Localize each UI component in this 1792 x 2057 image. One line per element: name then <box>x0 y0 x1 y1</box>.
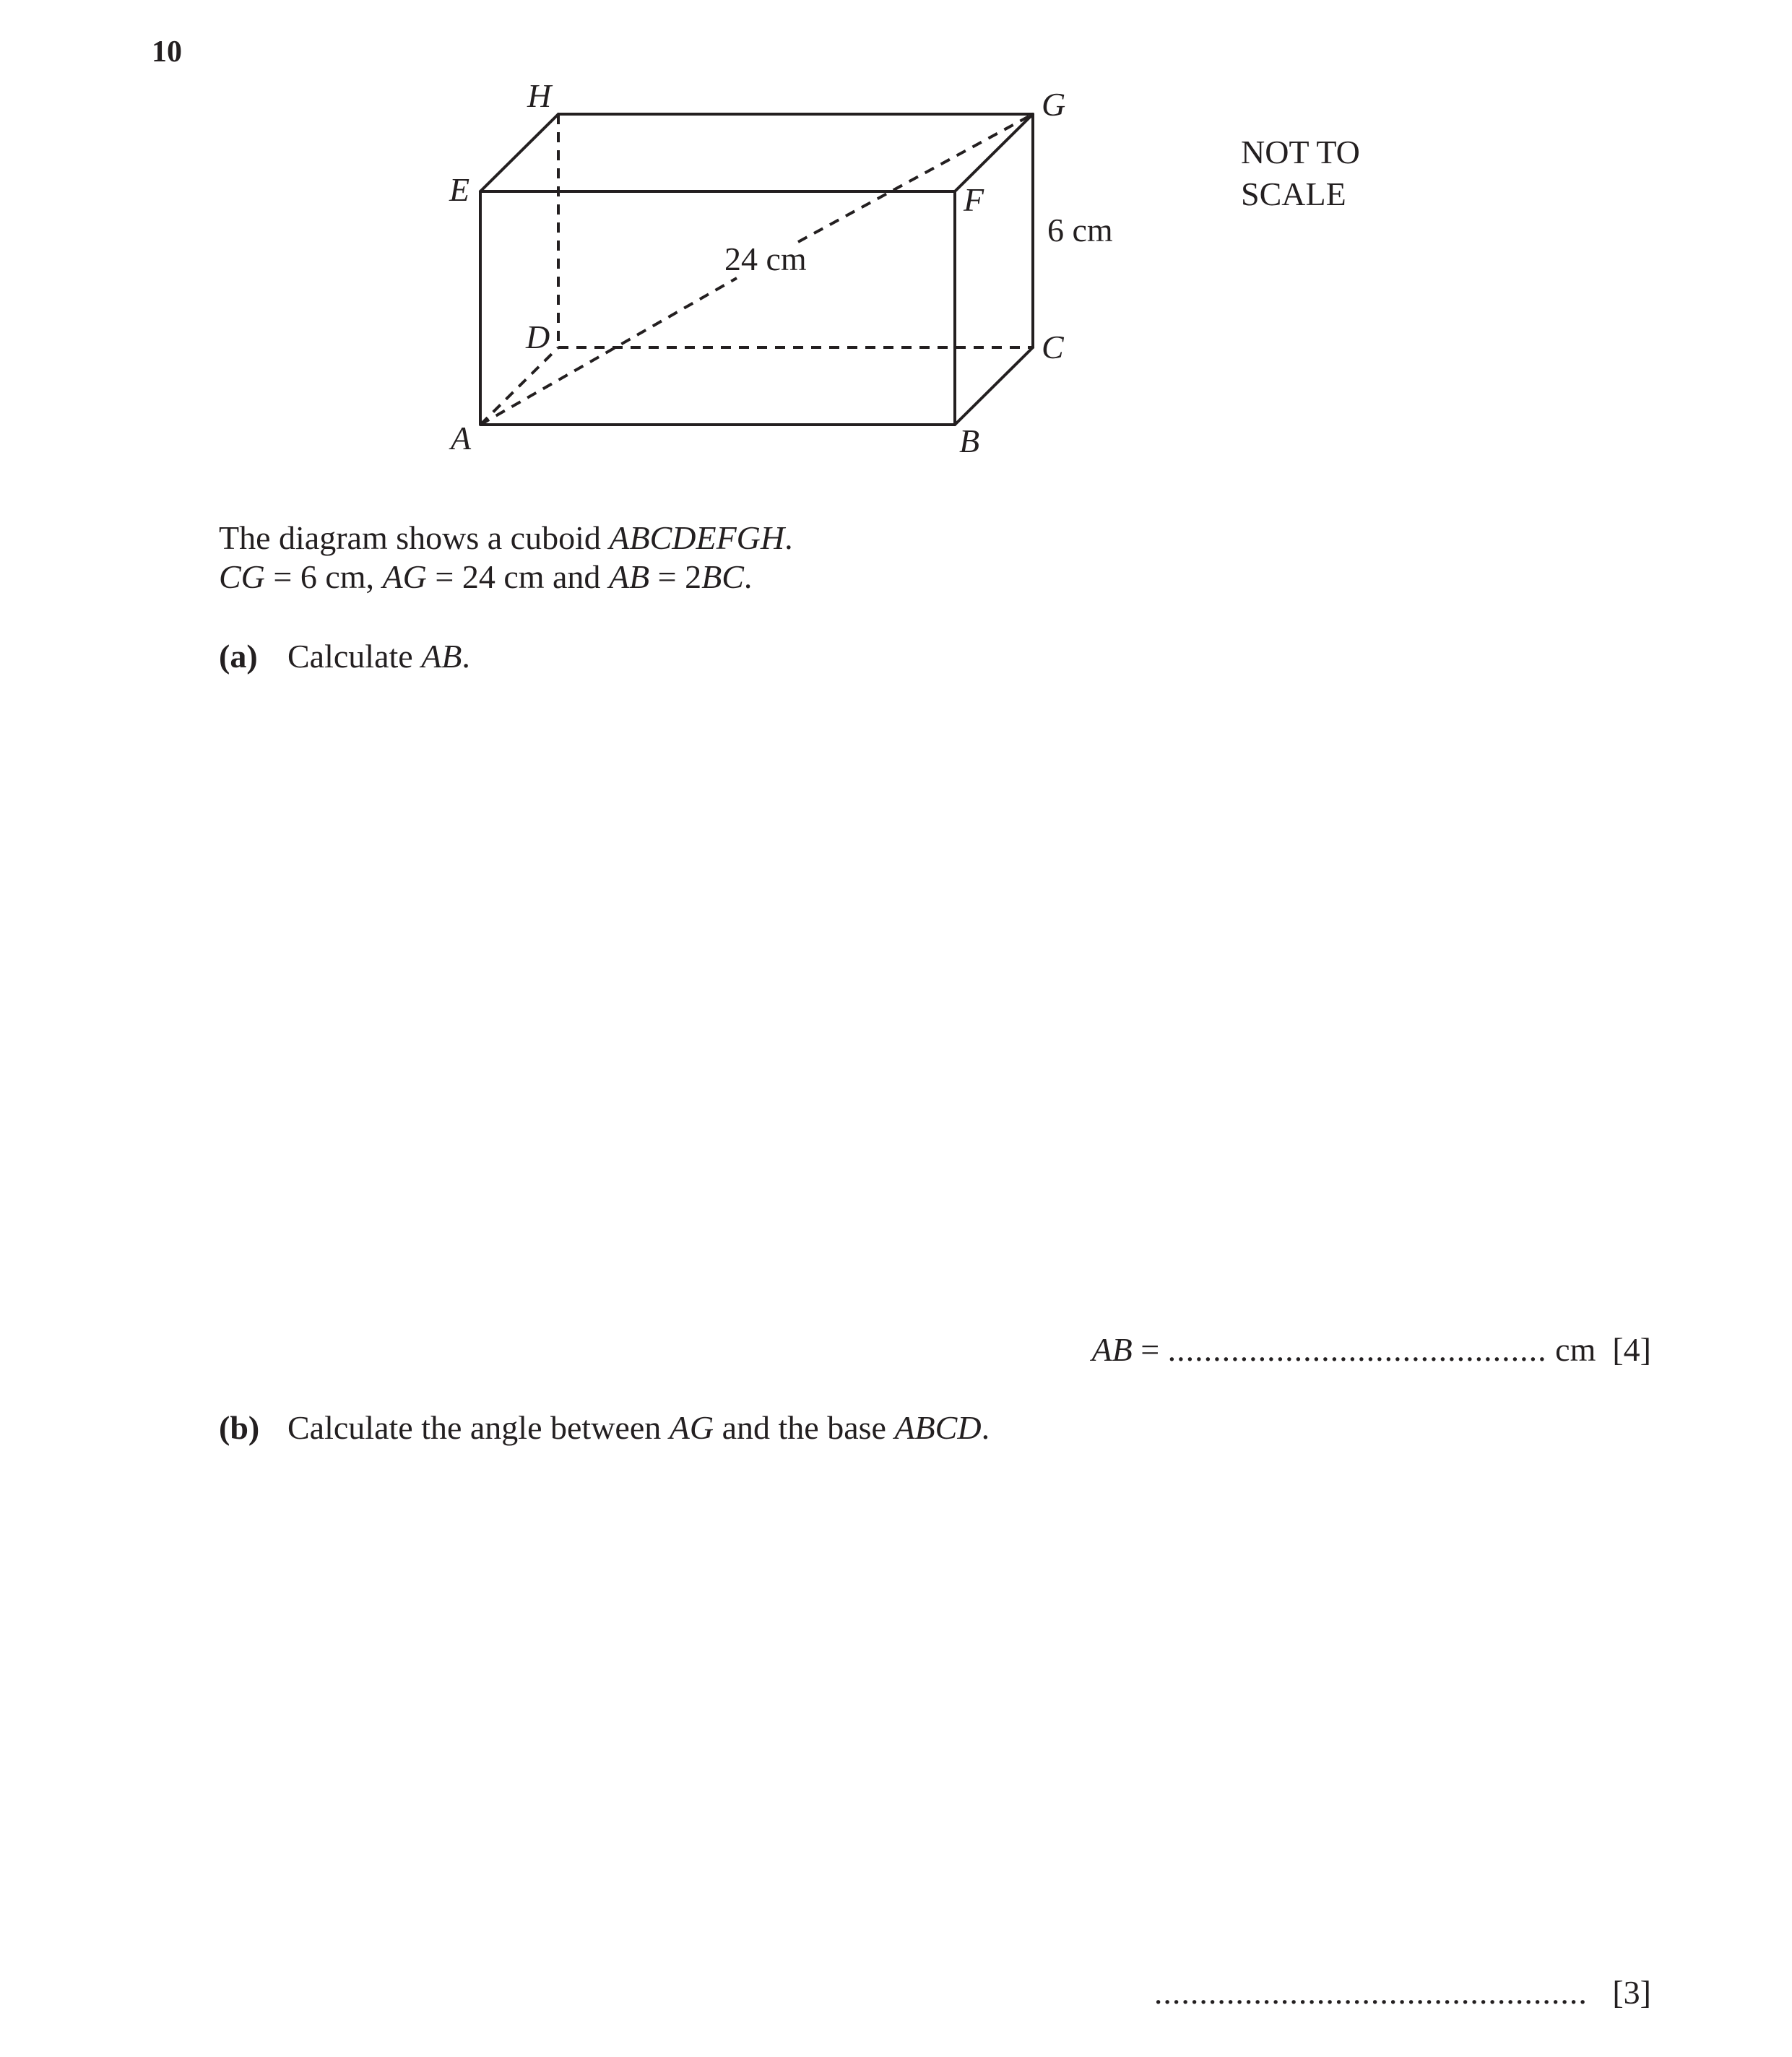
vertex-label-F: F <box>964 181 984 218</box>
diagonal-AG-upper <box>798 114 1033 242</box>
diagonal-AG-lower <box>480 278 737 425</box>
part-b-question: (b) Calculate the angle between AG and the base ABCD. <box>219 1409 990 1446</box>
part-a-marks: [4] <box>1612 1331 1651 1368</box>
part-a-question: (a) Calculate AB. <box>219 638 470 675</box>
part-a-answer-line[interactable]: AB = .......................................... cm [4] <box>1091 1331 1651 1368</box>
not-to-scale-note <box>1241 131 1360 215</box>
vertex-label-B: B <box>959 423 980 459</box>
edge-EH <box>480 114 558 191</box>
part-b-label: (b) <box>219 1409 260 1446</box>
front-face <box>480 191 955 425</box>
question-number: 10 <box>152 35 182 69</box>
height-length-label: 6 cm <box>1047 212 1113 248</box>
answer-a-blank[interactable]: .......................................... <box>1167 1331 1547 1368</box>
part-a-label: (a) <box>219 638 258 675</box>
vertex-label-E: E <box>449 171 470 208</box>
cuboid-diagram <box>0 0 1792 520</box>
stem-line-1: The diagram shows a cuboid ABCDEFGH. <box>219 519 793 556</box>
part-b-marks: [3] <box>1612 1974 1651 2011</box>
question-stem <box>219 519 793 597</box>
note-line-2: SCALE <box>1241 176 1346 212</box>
vertex-label-G: G <box>1042 86 1066 123</box>
note-line-1: NOT TO <box>1241 134 1360 170</box>
edge-BC <box>955 347 1033 425</box>
diagonal-length-label: 24 cm <box>724 241 807 277</box>
answer-a-prefix: AB <box>1091 1331 1133 1368</box>
vertex-label-A: A <box>451 420 472 456</box>
edge-FG <box>955 114 1033 191</box>
vertex-label-C: C <box>1042 329 1064 365</box>
stem-line-2: CG = 6 cm, AG = 24 cm and AB = 2BC. <box>219 558 753 595</box>
vertex-label-H: H <box>527 77 552 114</box>
part-b-answer-line[interactable] <box>1154 1973 1651 2011</box>
vertex-label-D: D <box>526 319 550 355</box>
answer-b-blank[interactable]: ................................................ <box>1153 1974 1588 2011</box>
